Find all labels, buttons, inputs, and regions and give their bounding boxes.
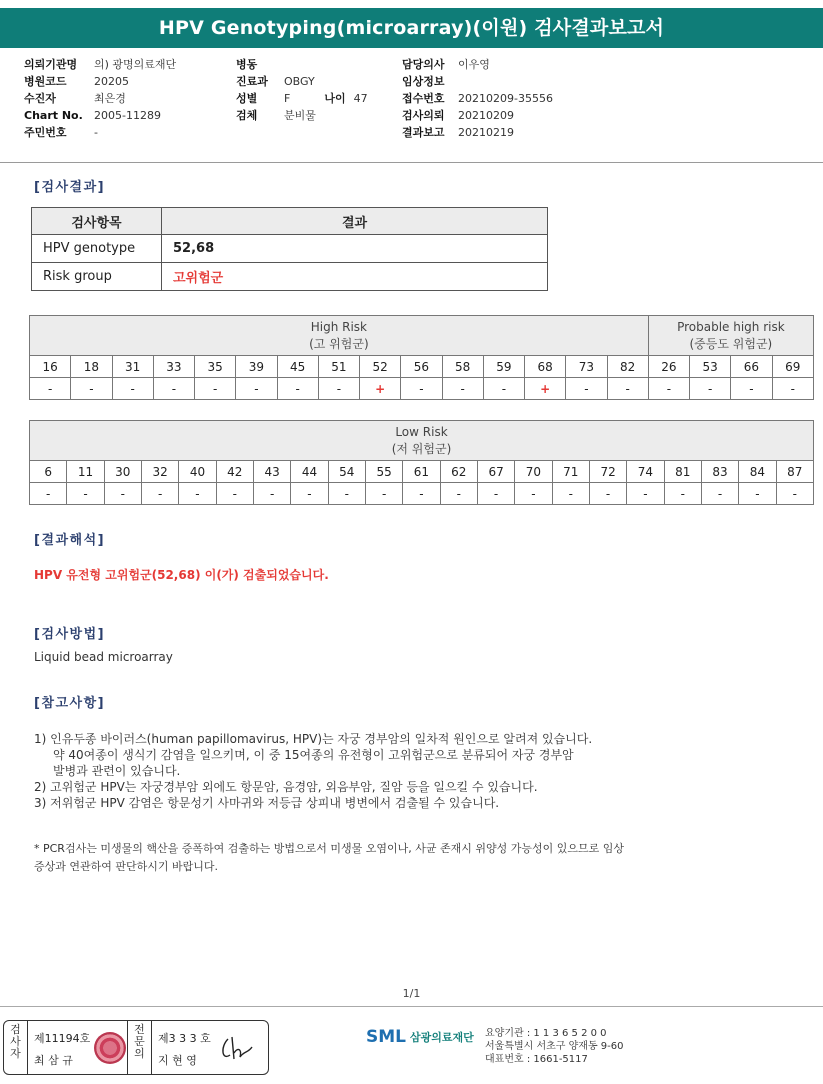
result-value-genotype: 52,68 <box>162 235 548 263</box>
info-label: 병원코드 <box>24 75 67 88</box>
genotype-result-cell: - <box>701 483 738 505</box>
genotype-result-cell: - <box>71 378 112 400</box>
genotype-result-cell: - <box>365 483 402 505</box>
genotype-result-cell: - <box>141 483 178 505</box>
info-row-report-date <box>402 124 553 141</box>
info-label: 성별 <box>236 92 258 105</box>
tester-cell <box>28 1021 128 1074</box>
genotype-result-cell: - <box>772 378 814 400</box>
high-risk-types-row <box>30 356 814 378</box>
genotype-cell: 39 <box>236 356 277 378</box>
genotype-result-cell: - <box>179 483 216 505</box>
genotype-result-cell: - <box>483 378 524 400</box>
result-item-risk-group: Risk group <box>32 263 162 291</box>
signature-box <box>3 1020 269 1075</box>
disclaimer-line-2: 증상과 연관하여 판단하시기 바랍니다. <box>34 860 219 873</box>
genotype-result-cell: - <box>739 483 776 505</box>
tester-license-no: 제11194호 <box>34 1032 91 1045</box>
info-label: 검체 <box>236 109 258 122</box>
genotype-result-cell: - <box>589 483 626 505</box>
info-row-doctor <box>402 56 553 73</box>
tester-label <box>4 1021 28 1074</box>
genotype-cell: 58 <box>442 356 483 378</box>
genotype-cell: 71 <box>552 461 589 483</box>
genotype-cell: 83 <box>701 461 738 483</box>
genotype-result-cell: - <box>236 378 277 400</box>
disclaimer-line-1: * PCR검사는 미생물의 핵산을 증폭하여 검출하는 방법으로서 미생물 오염이나, 사균 존재시 위양성 가능성이 있으므로 임상 <box>34 842 624 855</box>
info-value: 20210219 <box>458 126 514 139</box>
patient-info-column-1 <box>24 56 176 141</box>
probable-risk-header <box>648 316 813 356</box>
genotype-cell: 26 <box>648 356 689 378</box>
footer-divider <box>0 1006 823 1007</box>
genotype-result-cell: + <box>360 378 401 400</box>
high-risk-label-ko: (고 위험군) <box>309 336 369 351</box>
info-label: 결과보고 <box>402 126 445 139</box>
info-row-department <box>236 73 368 90</box>
note-2: 2) 고위험군 HPV는 자궁경부암 외에도 항문암, 음경암, 외음부암, 질암 등을 일으킬 수 있습니다. <box>34 780 538 794</box>
probable-risk-label-ko: (중등도 위험군) <box>689 336 773 351</box>
footer-info <box>485 1027 624 1066</box>
info-row-resident-no <box>24 124 176 141</box>
genotype-cell: 40 <box>179 461 216 483</box>
genotype-result-cell: - <box>30 378 71 400</box>
genotype-cell: 87 <box>776 461 813 483</box>
report-title: HPV Genotyping(microarray)(이원) 검사결과보고서 <box>0 8 823 48</box>
tester-name: 최 삼 규 <box>34 1054 73 1067</box>
genotype-result-cell: - <box>401 378 442 400</box>
genotype-cell: 30 <box>104 461 141 483</box>
info-value: OBGY <box>284 75 315 88</box>
info-label: 검사의뢰 <box>402 109 445 122</box>
genotype-result-cell: - <box>277 378 318 400</box>
genotype-cell: 52 <box>360 356 401 378</box>
section-title-notes: [참고사항] <box>34 696 106 711</box>
info-value: - <box>94 126 98 139</box>
info-label: 임상정보 <box>402 75 445 88</box>
high-risk-table <box>29 315 814 400</box>
section-title-result: [검사결과] <box>34 180 106 195</box>
handwritten-signature-icon <box>218 1033 258 1063</box>
result-header-item: 검사항목 <box>32 208 162 235</box>
specialist-label-text: 전 문 의 <box>134 1023 145 1060</box>
genotype-result-cell: - <box>648 378 689 400</box>
genotype-cell: 18 <box>71 356 112 378</box>
info-label: 진료과 <box>236 75 268 88</box>
low-risk-label-ko: (저 위험군) <box>391 441 452 456</box>
genotype-result-cell: - <box>442 378 483 400</box>
genotype-result-cell: - <box>776 483 813 505</box>
low-risk-table <box>29 420 814 505</box>
company-phone: 대표번호 : 1661-5117 <box>485 1054 588 1065</box>
info-row-chart-no <box>24 107 176 124</box>
genotype-cell: 56 <box>401 356 442 378</box>
result-table <box>31 207 548 291</box>
genotype-cell: 11 <box>67 461 104 483</box>
genotype-cell: 70 <box>515 461 552 483</box>
age-label: 나이 <box>324 92 346 105</box>
info-label: 수진자 <box>24 92 56 105</box>
genotype-result-cell: - <box>112 378 153 400</box>
patient-info-column-3 <box>402 56 553 141</box>
genotype-result-cell: - <box>328 483 365 505</box>
table-row <box>32 235 548 263</box>
institution-code: 요양기관 : 1 1 3 6 5 2 0 0 <box>485 1028 607 1039</box>
genotype-cell: 55 <box>365 461 402 483</box>
genotype-cell: 44 <box>291 461 328 483</box>
genotype-cell: 66 <box>731 356 772 378</box>
result-value-risk-group: 고위험군 <box>162 263 548 291</box>
patient-info-column-2 <box>236 56 368 124</box>
info-value: 의) 광명의료재단 <box>94 58 177 71</box>
note-3: 3) 저위험군 HPV 감염은 항문성기 사마귀와 저등급 상피내 병변에서 검출될 수 있습니다. <box>34 796 500 810</box>
genotype-result-cell: - <box>67 483 104 505</box>
genotype-result-cell: - <box>690 378 731 400</box>
info-row-institution <box>24 56 176 73</box>
genotype-cell: 73 <box>566 356 607 378</box>
note-1-line-1: 1) 인유두종 바이러스(human papillomavirus, HPV)는 자궁 경부암의 일차적 원인으로 알려져 있습니다. <box>34 732 593 746</box>
genotype-cell: 74 <box>627 461 664 483</box>
genotype-result-cell: - <box>195 378 236 400</box>
pcr-disclaimer <box>34 840 624 876</box>
genotype-cell: 68 <box>525 356 566 378</box>
info-row-patient <box>24 90 176 107</box>
genotype-result-cell: - <box>515 483 552 505</box>
note-1-line-3: 발병과 관련이 있습니다. <box>53 764 181 778</box>
genotype-cell: 43 <box>253 461 290 483</box>
info-row-ward <box>236 56 368 73</box>
genotype-result-cell: - <box>731 378 772 400</box>
table-row <box>32 263 548 291</box>
info-value: 분비물 <box>284 109 316 122</box>
low-risk-results-row <box>30 483 814 505</box>
reference-notes <box>34 731 592 811</box>
genotype-result-cell: - <box>566 378 607 400</box>
info-value: 2005-11289 <box>94 109 161 122</box>
method-text: Liquid bead microarray <box>34 650 173 664</box>
info-value: 최은경 <box>94 92 126 105</box>
genotype-cell: 51 <box>318 356 359 378</box>
company-name: 삼광의료재단 <box>410 1031 474 1044</box>
tester-label-text: 검 사 자 <box>10 1023 21 1060</box>
genotype-cell: 62 <box>440 461 477 483</box>
info-row-hospital-code <box>24 73 176 90</box>
genotype-result-cell: - <box>477 483 514 505</box>
note-1-line-2: 약 40여종이 생식기 감염을 일으키며, 이 중 15여종의 유전형이 고위험군으로 분류되어 자궁 경부암 <box>53 748 574 762</box>
info-value: F <box>284 92 291 105</box>
genotype-cell: 61 <box>403 461 440 483</box>
genotype-cell: 72 <box>589 461 626 483</box>
info-row-clinical-info <box>402 73 553 90</box>
genotype-result-cell: - <box>607 378 648 400</box>
genotype-cell: 81 <box>664 461 701 483</box>
low-risk-types-row <box>30 461 814 483</box>
info-label: 담당의사 <box>402 58 445 71</box>
genotype-cell: 42 <box>216 461 253 483</box>
header-divider <box>0 162 823 163</box>
genotype-result-cell: - <box>664 483 701 505</box>
company-logo <box>366 1027 474 1047</box>
info-row-receipt-no <box>402 90 553 107</box>
genotype-result-cell: - <box>318 378 359 400</box>
genotype-result-cell: - <box>104 483 141 505</box>
info-value: 20205 <box>94 75 129 88</box>
genotype-cell: 16 <box>30 356 71 378</box>
info-label: 주민번호 <box>24 126 67 139</box>
info-value: 이우영 <box>458 58 490 71</box>
company-address: 서울특별시 서초구 양재동 9-60 <box>485 1041 624 1052</box>
section-title-interpretation: [결과해석] <box>34 533 106 548</box>
genotype-cell: 84 <box>739 461 776 483</box>
high-risk-header <box>30 316 649 356</box>
genotype-cell: 54 <box>328 461 365 483</box>
genotype-result-cell: - <box>30 483 67 505</box>
result-item-genotype: HPV genotype <box>32 235 162 263</box>
genotype-result-cell: - <box>291 483 328 505</box>
interpretation-text: HPV 유전형 고위험군(52,68) 이(가) 검출되었습니다. <box>34 568 329 582</box>
result-header-result: 결과 <box>162 208 548 235</box>
genotype-cell: 59 <box>483 356 524 378</box>
age-value: 47 <box>353 92 368 105</box>
page-number: 1/1 <box>402 987 421 1000</box>
info-row-sex-age <box>236 90 368 107</box>
low-risk-label-en: Low Risk <box>395 424 448 439</box>
genotype-cell: 69 <box>772 356 814 378</box>
info-value: 20210209-35556 <box>458 92 553 105</box>
genotype-cell: 35 <box>195 356 236 378</box>
specialist-cell <box>152 1021 268 1074</box>
high-risk-results-row <box>30 378 814 400</box>
genotype-cell: 45 <box>277 356 318 378</box>
info-value: 20210209 <box>458 109 514 122</box>
genotype-result-cell: - <box>627 483 664 505</box>
genotype-result-cell: - <box>403 483 440 505</box>
low-risk-header <box>30 421 814 461</box>
info-row-specimen <box>236 107 368 124</box>
specialist-license-no: 제3 3 3 호 <box>158 1032 211 1045</box>
genotype-cell: 32 <box>141 461 178 483</box>
genotype-cell: 53 <box>690 356 731 378</box>
genotype-result-cell: - <box>440 483 477 505</box>
genotype-result-cell: - <box>552 483 589 505</box>
genotype-cell: 67 <box>477 461 514 483</box>
probable-risk-label-en: Probable high risk <box>677 319 785 334</box>
specialist-label <box>128 1021 152 1074</box>
genotype-result-cell: + <box>525 378 566 400</box>
specialist-name: 지 현 영 <box>158 1054 197 1067</box>
sml-logo-mark: SML <box>366 1027 406 1047</box>
genotype-result-cell: - <box>153 378 194 400</box>
info-row-request-date <box>402 107 553 124</box>
info-label: Chart No. <box>24 109 83 122</box>
section-title-method: [검사방법] <box>34 627 106 642</box>
genotype-result-cell: - <box>216 483 253 505</box>
info-label: 접수번호 <box>402 92 445 105</box>
genotype-cell: 82 <box>607 356 648 378</box>
genotype-result-cell: - <box>253 483 290 505</box>
high-risk-label-en: High Risk <box>310 319 368 334</box>
official-seal-icon <box>94 1032 126 1064</box>
info-label: 병동 <box>236 58 258 71</box>
genotype-cell: 33 <box>153 356 194 378</box>
info-label: 의뢰기관명 <box>24 58 78 71</box>
genotype-cell: 31 <box>112 356 153 378</box>
genotype-cell: 6 <box>30 461 67 483</box>
